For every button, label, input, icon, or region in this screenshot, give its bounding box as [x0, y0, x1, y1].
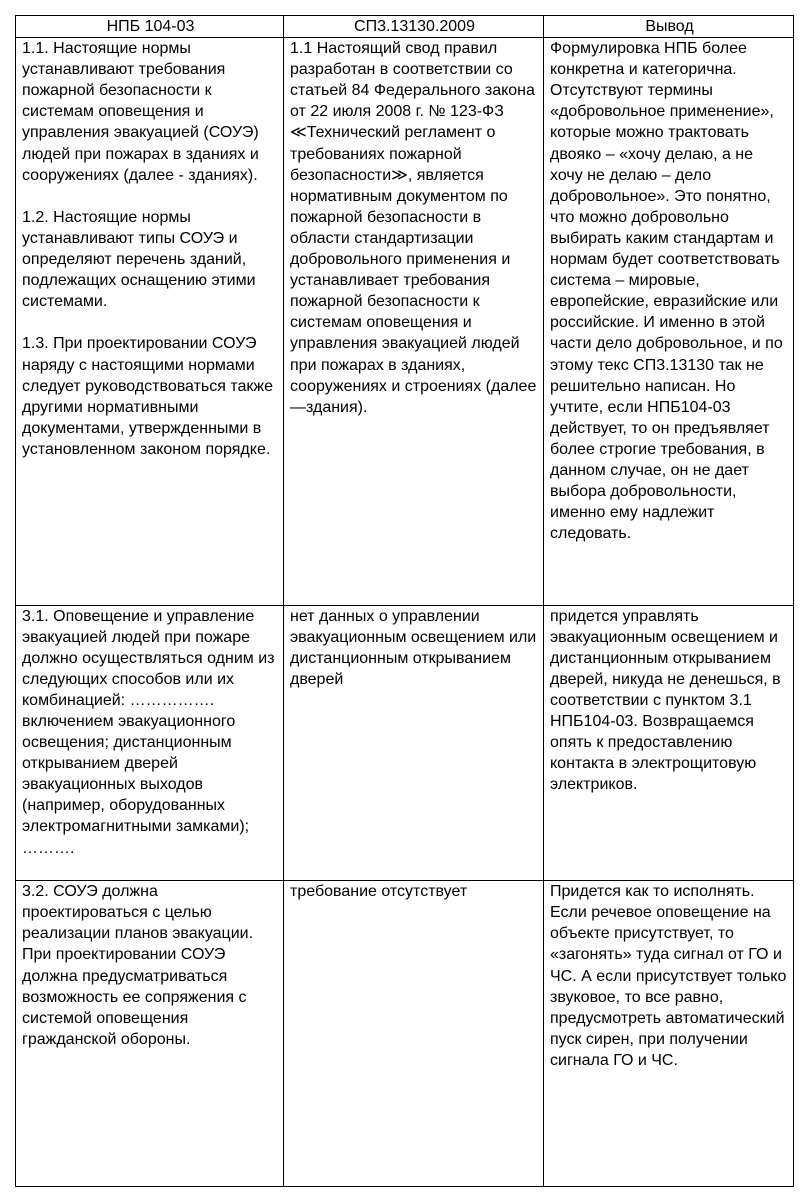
comparison-table	[15, 15, 794, 1187]
npb-clause-1-1: 1.1. Настоящие нормы устанавливают требования пожарной безопасности к системам оповещения и управления эвакуацией (СОУЭ) людей при пожарах в зданиях и сооружениях (далее - зданиях).	[22, 40, 259, 184]
header-sp: СП3.13130.2009	[284, 16, 544, 38]
header-row	[16, 16, 794, 38]
sp-cell: нет данных о управлении эвакуационным освещением или дистанционным открыванием дверей	[284, 605, 544, 881]
sp-cell: требование отсутствует	[284, 881, 544, 1187]
npb-cell: 3.2. СОУЭ должна проектироваться с целью реализации планов эвакуации. При проектировании СОУЭ должна предусматриваться возможность ее сопряжения с системой оповещения гражданской обороны.	[16, 881, 284, 1187]
conclusion-cell: Формулировка НПБ более конкретна и категорична. Отсутствуют термины «добровольное применение», которые можно трактовать двояко – «хочу делаю, а не хочу не делаю – дело добровольное». Это понятно, что можно добровольно выбирать каким стандартам и нормам будет соответствовать система – мировые, европейские, евразийские или российские. И именно в этой части дело добровольное, и по этому текс СП3.13130 так не решительно написан. Но учтите, если НПБ104-03 действует, то он предъявляет более строгие требования, в данном случае, он не дает выбора добровольности, именно ему надлежит следовать.	[544, 38, 794, 605]
header-conclusion: Вывод	[544, 16, 794, 38]
conclusion-cell: придется управлять эвакуационным освещением и дистанционным открыванием дверей, никуда не денешься, в соответствии с пунктом 3.1 НПБ104-03. Возвращаемся опять к предоставлению контакта в электрощитовую электриков.	[544, 605, 794, 881]
table-row	[16, 38, 794, 605]
npb-cell: 3.1. Оповещение и управление эвакуацией людей при пожаре должно осуществляться одним из следующих способов или их комбинацией: ……………. включением эвакуационного освещения; дистанционным открыванием дверей эвакуационных выходов (например, оборудованных электромагнитными замками); ……….	[16, 605, 284, 881]
table-row	[16, 605, 794, 881]
header-npb: НПБ 104-03	[16, 16, 284, 38]
table-row	[16, 881, 794, 1187]
npb-clause-1-3: 1.3. При проектировании СОУЭ наряду с настоящими нормами следует руководствоваться также другими нормативными документами, утвержденными в установленном законом порядке.	[22, 335, 274, 458]
npb-cell	[16, 38, 284, 605]
conclusion-cell: Придется как то исполнять. Если речевое оповещение на объекте присутствует, то «загонять» туда сигнал от ГО и ЧС. А если присутствует только звуковое, то все равно, предусмотреть автоматический пуск сирен, при получении сигнала ГО и ЧС.	[544, 881, 794, 1187]
npb-clause-1-2: 1.2. Настоящие нормы устанавливают типы СОУЭ и определяют перечень зданий, подлежащих оснащению этими системами.	[22, 208, 256, 311]
sp-cell: 1.1 Настоящий свод правил разработан в соответствии со статьей 84 Федерального закона от 22 июля 2008 г. № 123-ФЗ ≪Технический регламент о требованиях пожарной безопасности≫, является нормативным документом по пожарной безопасности в области стандартизации добровольного применения и устанавливает требования пожарной безопасности к системам оповещения и управления эвакуацией людей при пожарах в зданиях, сооружениях и строениях (далее —здания).	[284, 38, 544, 605]
